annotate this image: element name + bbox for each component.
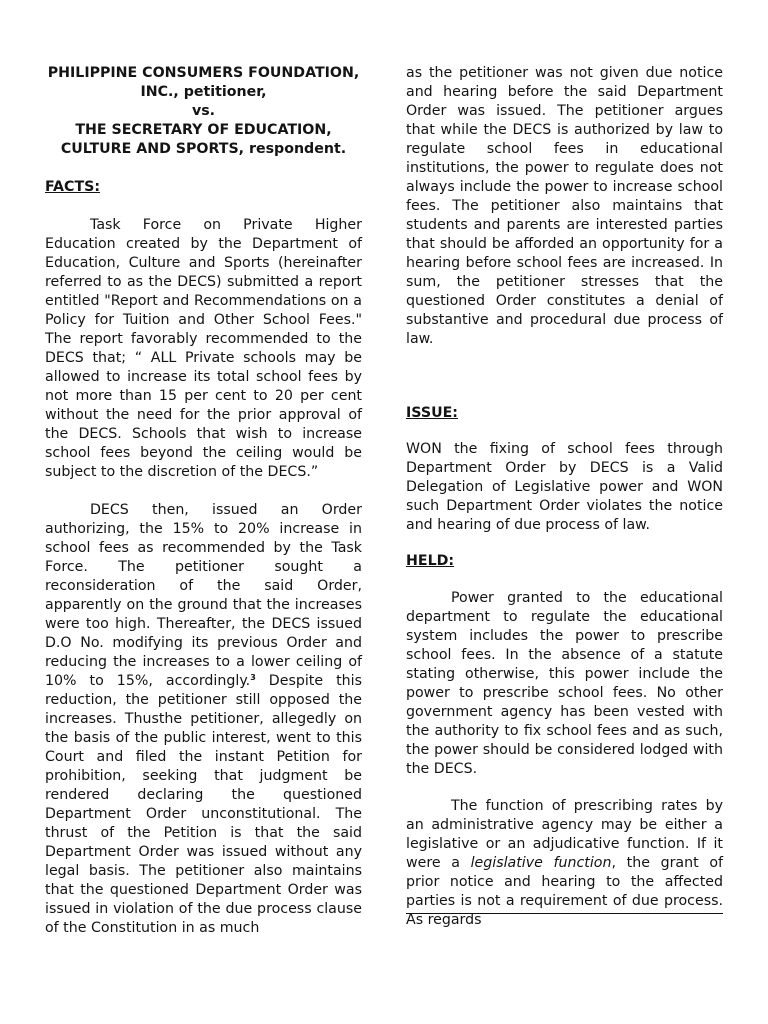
case-caption: [45, 64, 362, 159]
right-column: [406, 64, 723, 930]
facts-paragraph-2-part-a: DECS then, issued an Order authorizing, the 15% to 20% increase in school fees as recommended by the Task Force. The petitioner sought a reconsideration of the said Order, apparently on the ground that the increases were too high. Thereafter, the DECS issued D.O No. modifying its previous Order and reducing the increases to a lower ceiling of 10% to 15%, accordingly.: [45, 502, 362, 689]
footnote-marker[interactable]: 3: [250, 673, 256, 682]
caption-petitioner-name: PHILIPPINE CONSUMERS FOUNDATION,: [47, 65, 360, 81]
caption-respondent-name: THE SECRETARY OF EDUCATION,: [75, 122, 332, 138]
held-heading: HELD:: [406, 553, 455, 569]
facts-heading: FACTS:: [45, 179, 101, 195]
caption-petitioner-role: INC., petitioner,: [140, 84, 267, 100]
issue-text: WON the fixing of school fees through Department Order by DECS is a Valid Delegation of Legislative power and WON such Department Order violates the notice and hearing of due process of law.: [406, 441, 723, 533]
caption-versus: vs.: [191, 103, 216, 119]
issue-heading: ISSUE:: [406, 405, 458, 421]
caption-respondent-role: CULTURE AND SPORTS, respondent.: [60, 141, 347, 157]
facts-paragraph-1: Task Force on Private Higher Education created by the Department of Education, Culture and Sports (hereinafter referred to as the DECS) submitted a report entitled "Report and Recommendations on a Policy for Tuition and Other School Fees." The report favorably recommended to the DECS that; “ ALL Private schools may be allowed to increase its total school fees by not more than 15 per cent to 20 per cent without the need for the prior approval of the DECS. Schools that wish to increase school fees beyond the ceiling would be subject to the discretion of the DECS.”: [45, 217, 362, 480]
held-paragraph-2-italic: legislative function: [470, 855, 612, 871]
facts-paragraph-2: [45, 501, 362, 938]
held-paragraph-2-part-b: , the grant of prior notice and hearing to the affected parties is not a requirement of due process. As regards: [406, 855, 723, 928]
held-paragraph-2-part-a: The function of prescribing rates by an administrative agency may be either a legislative or an adjudicative function. If it were a: [406, 798, 723, 871]
facts-paragraph-2-part-b: Despite this reduction, the petitioner still opposed the increases. Thusthe petitioner, allegedly on the basis of the public interest, went to this Court and filed the instant Petition for prohibition, seeking that judgment be rendered declaring the questioned Department Order unconstitutional. The thrust of the Petition is that the said Department Order was issued without any legal basis. The petitioner also maintains that the questioned Department Order was issued in violation of the due process clause of the Constitution in as much: [45, 673, 362, 936]
held-paragraph-2: [406, 797, 723, 930]
left-column: [45, 64, 362, 938]
facts-paragraph-3: as the petitioner was not given due notice and hearing before the said Department Order was issued. The petitioner argues that while the DECS is authorized by law to regulate school fees in educational institutions, the power to regulate does not always include the power to increase school fees. The petitioner also maintains that students and parents are interested parties that should be afforded an opportunity for a hearing before school fees are increased. In sum, the petitioner stresses that the questioned Order constitutes a denial of substantive and procedural due process of law.: [406, 65, 723, 347]
held-paragraph-1: Power granted to the educational department to regulate the educational system includes the power to prescribe school fees. In the absence of a statute stating otherwise, this power include the power to prescribe school fees. No other government agency has been vested with the authority to fix school fees and as such, the power should be considered lodged with the DECS.: [406, 590, 723, 777]
page-bottom-rule: [406, 913, 723, 914]
